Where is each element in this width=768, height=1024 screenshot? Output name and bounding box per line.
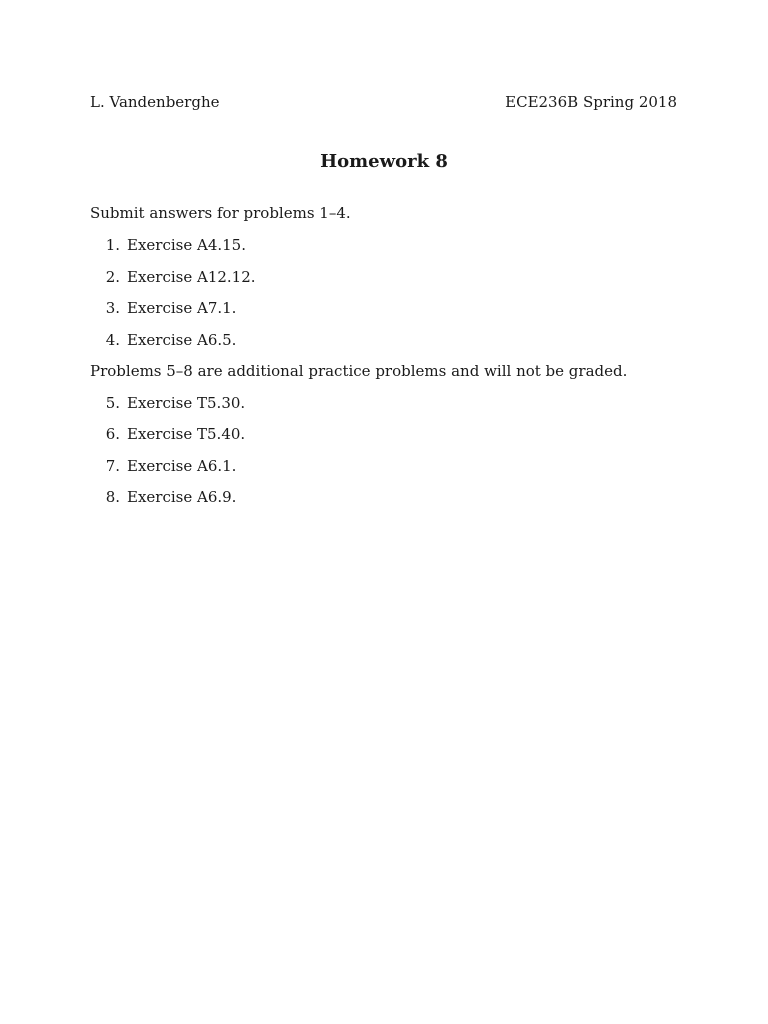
list-item xyxy=(90,267,256,287)
list-item xyxy=(90,235,246,255)
list-item-number: 3. xyxy=(105,299,120,317)
list-item xyxy=(90,330,236,350)
list-item-text: Exercise T5.40. xyxy=(127,425,246,443)
list-item-number: 5. xyxy=(105,394,120,412)
list-item-text: Exercise A7.1. xyxy=(127,299,237,317)
list-item-text: Exercise A4.15. xyxy=(127,236,246,254)
list-item-number: 7. xyxy=(105,457,120,475)
list-item-number: 2. xyxy=(105,268,120,286)
list-item-number: 8. xyxy=(105,488,120,506)
graded-instructions: Submit answers for problems 1–4. xyxy=(90,204,351,222)
list-item-number: 1. xyxy=(105,236,120,254)
list-item xyxy=(90,424,245,444)
list-item-number: 4. xyxy=(105,331,120,349)
list-item-number: 6. xyxy=(105,425,120,443)
page-title: Homework 8 xyxy=(320,151,448,172)
list-item xyxy=(90,487,236,507)
list-item xyxy=(90,456,236,476)
list-item xyxy=(90,298,236,318)
course-term: ECE236B Spring 2018 xyxy=(505,93,677,111)
author-name: L. Vandenberghe xyxy=(90,93,220,111)
list-item xyxy=(90,393,245,413)
list-item-text: Exercise A12.12. xyxy=(127,268,256,286)
list-item-text: Exercise T5.30. xyxy=(127,394,246,412)
list-item-text: Exercise A6.9. xyxy=(127,488,237,506)
practice-instructions: Problems 5–8 are additional practice problems and will not be graded. xyxy=(90,362,628,380)
list-item-text: Exercise A6.1. xyxy=(127,457,237,475)
list-item-text: Exercise A6.5. xyxy=(127,331,237,349)
